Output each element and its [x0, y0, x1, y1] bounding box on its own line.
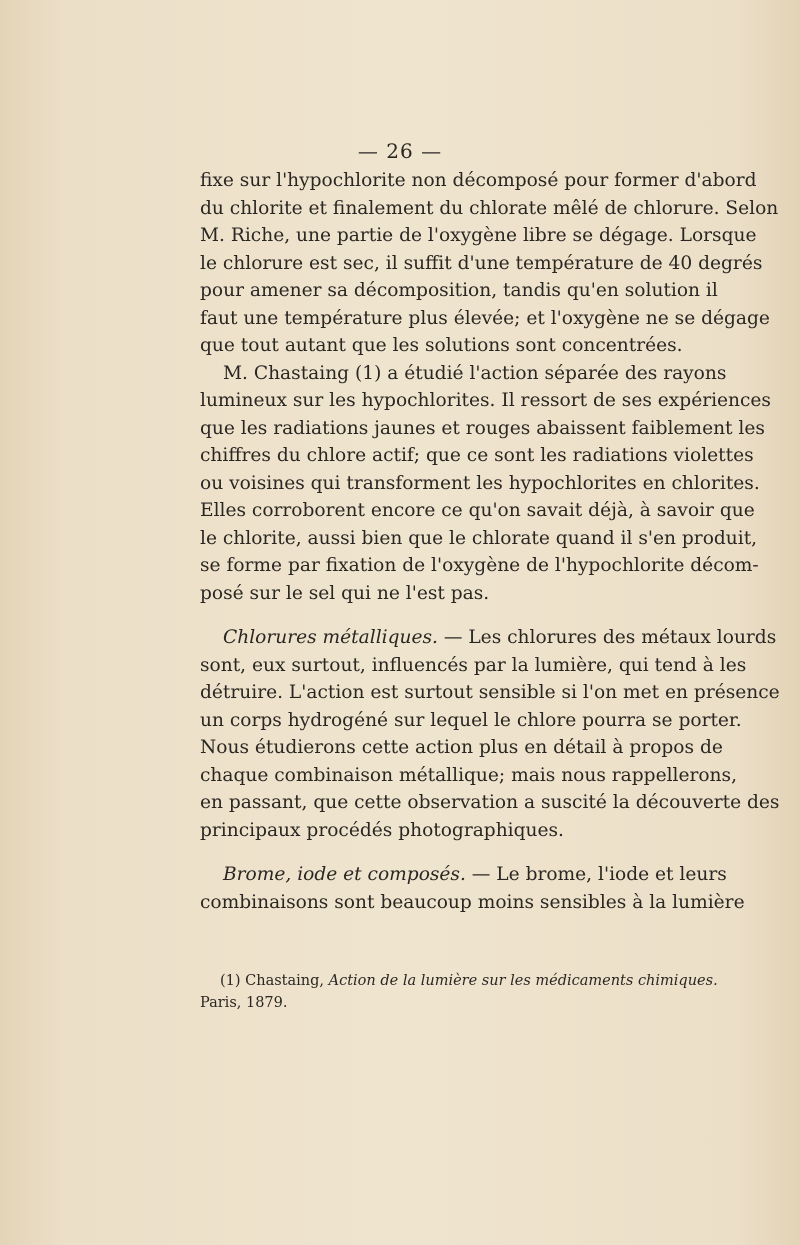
paragraph-3	[200, 624, 780, 844]
paragraph-4	[200, 861, 745, 916]
text-line: un corps hydrogéné sur lequel le chlore pourra se porter.	[200, 709, 742, 731]
page-number: — 26 —	[357, 139, 443, 163]
text-line: ou voisines qui transforment les hypochlorites en chlorites.	[200, 472, 760, 494]
text-line: que les radiations jaunes et rouges abaissent faiblement les	[200, 417, 765, 439]
footnote-line	[200, 970, 718, 992]
text-line	[200, 861, 727, 889]
text-line: Nous étudierons cette action plus en détail à propos de	[200, 737, 723, 758]
text-line: combinaisons sont beaucoup moins sensibles à la lumière	[200, 891, 745, 913]
text-line: que tout autant que les solutions sont concentrées.	[200, 335, 683, 356]
footnote	[200, 970, 718, 1014]
text-line: posé sur le sel qui ne l'est pas.	[200, 582, 490, 604]
text-line: détruire. L'action est surtout sensible si l'on met en présence	[200, 682, 780, 703]
text-line: chaque combinaison métallique; mais nous rappellerons,	[200, 764, 737, 786]
footnote-marker: (1) Chastaing,	[220, 973, 329, 989]
text-line: du chlorite et finalement du chlorate mêlé de chlorure. Selon	[200, 197, 779, 219]
text-line: faut une température plus élevée; et l'oxygène ne se dégage	[200, 307, 770, 329]
text-line: Elles corroborent encore ce qu'on savait déjà, à savoir que	[200, 500, 755, 521]
text-line: M. Riche, une partie de l'oxygène libre se dégage. Lorsque	[200, 225, 757, 246]
text-line: le chlorite, aussi bien que le chlorate quand il s'en produit,	[200, 527, 758, 549]
text-line: M. Chastaing (1) a étudié l'action séparée des rayons	[223, 362, 727, 384]
text-line: chiffres du chlore actif; que ce sont les radiations violettes	[200, 445, 754, 466]
text-line: en passant, que cette observation a suscité la découverte des	[200, 792, 780, 813]
footnote-title: Action de la lumière sur les médicaments chimiques.	[328, 973, 718, 989]
heading-continuation: — Les chlorures des métaux lourds	[437, 627, 777, 648]
body-text	[200, 167, 780, 916]
text-line: fixe sur l'hypochlorite non décomposé pour former d'abord	[200, 170, 757, 191]
text-line: le chlorure est sec, il suffit d'une température de 40 degrés	[200, 252, 763, 274]
text-line: pour amener sa décomposition, tandis qu'en solution il	[200, 280, 718, 301]
text-line	[200, 624, 777, 652]
text-line: sont, eux surtout, influencés par la lumière, qui tend à les	[200, 654, 747, 676]
paragraph-2	[200, 360, 771, 608]
text-line: se forme par fixation de l'oxygène de l'hypochlorite décom-	[200, 555, 759, 576]
paragraph-1	[200, 167, 779, 360]
section-heading: Brome, iode et composés.	[223, 864, 466, 885]
heading-continuation: — Le brome, l'iode et leurs	[465, 864, 727, 885]
footnote-line: Paris, 1879.	[200, 995, 288, 1011]
section-heading: Chlorures métalliques.	[223, 627, 438, 648]
text-line: principaux procédés photographiques.	[200, 819, 564, 841]
text-line: lumineux sur les hypochlorites. Il ressort de ses expériences	[200, 390, 771, 411]
